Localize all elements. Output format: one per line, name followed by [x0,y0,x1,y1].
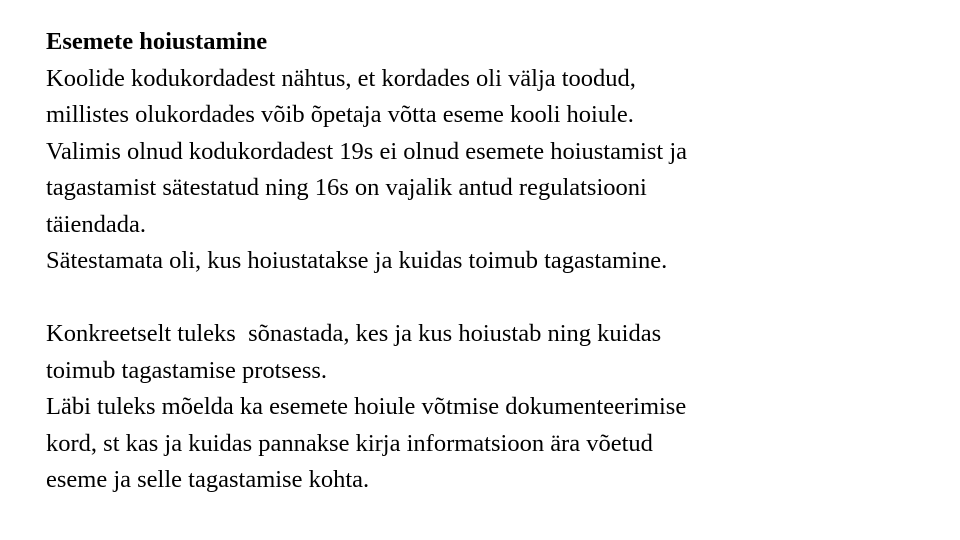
paragraph-recommendations [46,316,946,499]
slide-content [46,24,946,499]
slide-title: Esemete hoiustamine [46,28,268,55]
text-line: Sätestamata oli, kus hoiustatakse ja kuidas toimub tagastamine. [46,247,668,274]
text-line: eseme ja selle tagastamise kohta. [46,466,370,493]
text-line: tagastamist sätestatud ning 16s on vajalik antud regulatsiooni [46,174,647,201]
text-line: Läbi tuleks mõelda ka esemete hoiule võtmise dokumenteerimise [46,393,687,420]
paragraph-spacer [46,280,946,317]
text-line: toimub tagastamise protsess. [46,356,328,384]
text-line: millistes olukordades võib õpetaja võtta eseme kooli hoiule. [46,101,634,128]
text-line: Valimis olnud kodukordadest 19s ei olnud esemete hoiustamist ja [46,137,687,165]
paragraph-findings [46,61,946,280]
text-line: täiendada. [46,210,146,238]
text-line: Konkreetselt tuleks sõnastada, kes ja kus hoiustab ning kuidas [46,320,662,347]
text-line: kord, st kas ja kuidas pannakse kirja informatsioon ära võetud [46,429,653,457]
text-line: Koolide kodukordadest nähtus, et kordades oli välja toodud, [46,64,636,92]
